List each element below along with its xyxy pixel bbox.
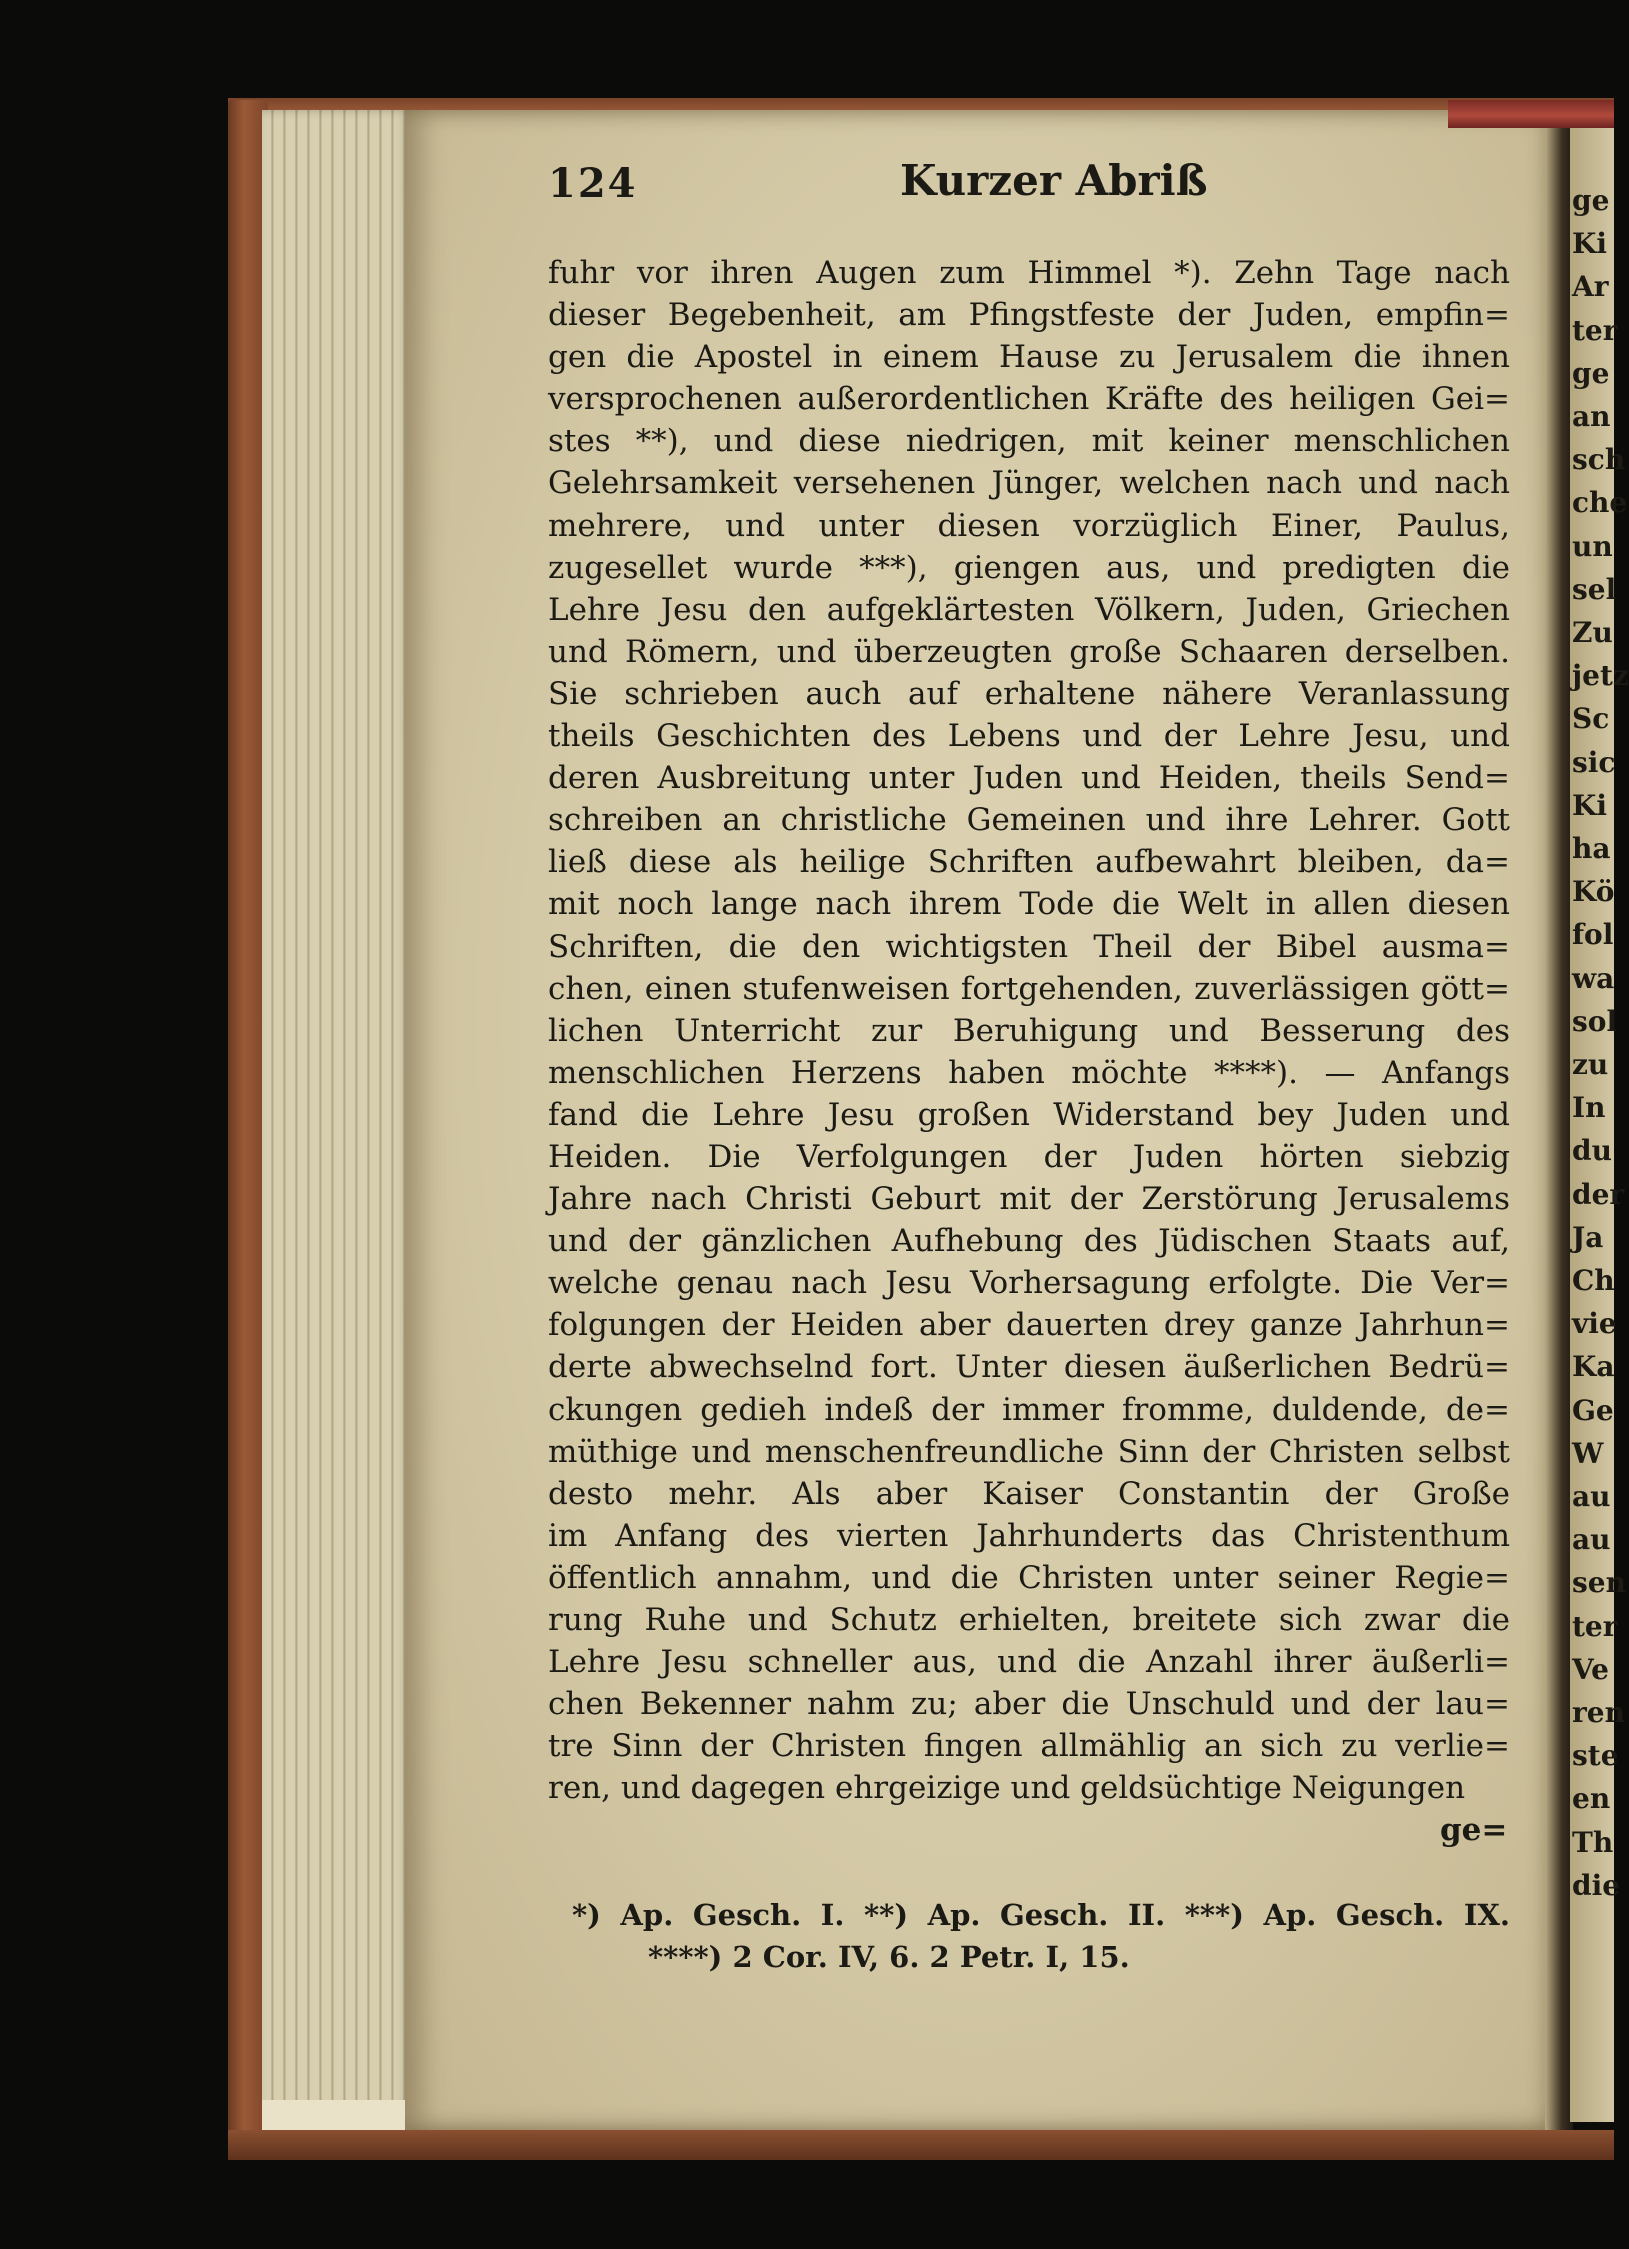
facing-page-fragment: du xyxy=(1572,1134,1612,1168)
facing-page-fragment: ha xyxy=(1572,832,1611,865)
text-line: fuhr vor ihren Augen zum Himmel *). Zehn Tage nach xyxy=(548,255,1510,291)
text-line: chen, einen stufenweisen fortgehenden, zuverlässigen gött= xyxy=(548,970,1510,1007)
facing-page-edge xyxy=(1570,112,1629,2122)
text-line: Lehre Jesu den aufgeklärtesten Völkern, Juden, Griechen xyxy=(548,591,1510,628)
facing-page-fragment: zu xyxy=(1572,1048,1609,1081)
facing-page-fragment: ge xyxy=(1572,356,1610,390)
facing-page-fragment: Ki xyxy=(1572,788,1607,822)
facing-page-fragment: Ch xyxy=(1572,1264,1615,1297)
text-line: Heiden. Die Verfolgungen der Juden hörten siebzig xyxy=(548,1138,1510,1175)
facing-page-fragment: In xyxy=(1572,1091,1606,1125)
text-line: ren, und dagegen ehrgeizige und geldsüchtige Neigungen xyxy=(548,1770,1466,1807)
facing-page-fragment: Th xyxy=(1572,1825,1614,1859)
footnotes xyxy=(572,1894,1510,1978)
text-line: stes **), und diese niedrigen, mit keiner menschlichen xyxy=(548,423,1510,460)
facing-page-fragment: sic xyxy=(1572,745,1616,779)
text-line: Schriften, die den wichtigsten Theil der Bibel ausma= xyxy=(548,928,1510,965)
text-line: im Anfang des vierten Jahrhunderts das Christenthum xyxy=(548,1517,1510,1554)
text-line: schreiben an christliche Gemeinen und ihre Lehrer. Gott xyxy=(548,802,1510,839)
facing-page-fragment: Ve xyxy=(1572,1652,1609,1686)
book-cover-bottom-edge xyxy=(228,2130,1614,2160)
text-line: deren Ausbreitung unter Juden und Heiden, theils Send= xyxy=(548,760,1510,797)
page-number: 124 xyxy=(548,160,638,207)
text-line: fand die Lehre Jesu großen Widerstand bey Juden und xyxy=(548,1096,1510,1133)
text-line: menschlichen Herzens haben möchte ****). — Anfangs xyxy=(548,1054,1510,1091)
footnote-line: *) Ap. Gesch. I. **) Ap. Gesch. II. ***) Ap. Gesch. IX. xyxy=(572,1898,1510,1932)
facing-page-fragment: che xyxy=(1572,486,1628,520)
text-line: lichen Unterricht zur Beruhigung und Besserung des xyxy=(548,1012,1510,1049)
facing-page-fragment: en xyxy=(1572,1782,1611,1816)
ribbon-bookmark xyxy=(1448,100,1614,128)
facing-page-fragment: ren xyxy=(1572,1696,1625,1729)
text-line: Sie schrieben auch auf erhaltene nähere Veranlassung xyxy=(548,675,1510,712)
facing-page-fragment: ge xyxy=(1572,184,1610,217)
book-gutter xyxy=(1545,110,1573,2130)
facing-page-fragment: au xyxy=(1572,1523,1611,1557)
text-line: folgungen der Heiden aber dauerten drey ganze Jahrhun= xyxy=(548,1307,1510,1344)
footnote-line: ****) 2 Cor. IV, 6. 2 Petr. I, 15. xyxy=(648,1940,1130,1974)
facing-page-fragment: Ka xyxy=(1572,1350,1615,1384)
facing-page-fragment: W xyxy=(1572,1436,1604,1470)
facing-page-fragment: un xyxy=(1572,529,1613,563)
facing-page-fragment: vie xyxy=(1572,1307,1617,1341)
text-line: und Römern, und überzeugten große Schaaren derselben. xyxy=(548,633,1510,670)
text-line: mehrere, und unter diesen vorzüglich Einer, Paulus, xyxy=(548,507,1510,544)
text-line: Gelehrsamkeit versehenen Jünger, welchen nach und nach xyxy=(548,465,1510,502)
facing-page-fragment: Sc xyxy=(1572,702,1610,736)
facing-page-fragment: fol xyxy=(1572,918,1614,952)
text-line: theils Geschichten des Lebens und der Lehre Jesu, und xyxy=(548,718,1510,755)
facing-page-fragment: wa xyxy=(1572,961,1615,995)
facing-page-fragment: Ja xyxy=(1572,1220,1604,1254)
text-line: desto mehr. Als aber Kaiser Constantin der Große xyxy=(548,1475,1510,1512)
facing-page-fragment: Zu xyxy=(1572,616,1613,649)
text-line: mit noch lange nach ihrem Tode die Welt in allen diesen xyxy=(548,886,1510,923)
catchword: ge= xyxy=(1440,1812,1508,1848)
facing-page-fragment: jetz xyxy=(1572,659,1629,693)
body-text xyxy=(548,252,1510,1809)
facing-page-fragment: ter xyxy=(1572,313,1618,347)
text-line: Lehre Jesu schneller aus, und die Anzahl ihrer äußerli= xyxy=(548,1644,1510,1681)
text-line: chen Bekenner nahm zu; aber die Unschuld und der lau= xyxy=(548,1686,1510,1723)
text-line: und der gänzlichen Aufhebung des Jüdischen Staats auf, xyxy=(548,1223,1510,1260)
text-line: rung Ruhe und Schutz erhielten, breitete sich zwar die xyxy=(548,1602,1510,1638)
facing-page-fragment: Ki xyxy=(1572,227,1607,261)
text-line: versprochenen außerordentlichen Kräfte des heiligen Gei= xyxy=(548,381,1510,418)
text-line: Jahre nach Christi Geburt mit der Zerstörung Jerusalems xyxy=(548,1181,1510,1218)
facing-page-fragment: an xyxy=(1572,400,1611,433)
text-line: zugesellet wurde ***), giengen aus, und predigten die xyxy=(548,549,1510,586)
facing-page-fragment: der xyxy=(1572,1177,1625,1211)
text-line: gen die Apostel in einem Hause zu Jerusalem die ihnen xyxy=(548,339,1510,376)
text-line: welche genau nach Jesu Vorhersagung erfolgte. Die Ver= xyxy=(548,1265,1510,1302)
facing-page-fragment: ste xyxy=(1572,1739,1619,1773)
facing-page-fragment: sen xyxy=(1572,1566,1626,1600)
stacked-page-edges xyxy=(262,110,412,2140)
running-title: Kurzer Abriß xyxy=(900,156,1208,205)
facing-page-fragment: sch xyxy=(1572,443,1626,477)
facing-page-fragment: Ar xyxy=(1572,270,1609,304)
text-line: müthige und menschenfreundliche Sinn der Christen selbst xyxy=(548,1433,1510,1470)
text-line: öffentlich annahm, und die Christen unter seiner Regie= xyxy=(548,1559,1510,1596)
text-line: tre Sinn der Christen fingen allmählig an sich zu verlie= xyxy=(548,1728,1510,1765)
facing-page-fragment: sol xyxy=(1572,1004,1618,1038)
facing-page-fragment: Ge xyxy=(1572,1393,1614,1427)
facing-page-fragment: ter xyxy=(1572,1609,1618,1643)
facing-page-fragment: sel xyxy=(1572,572,1617,606)
facing-page-fragment: die xyxy=(1572,1868,1621,1902)
text-line: ließ diese als heilige Schriften aufbewahrt bleiben, da= xyxy=(548,844,1510,881)
text-line: ckungen gedieh indeß der immer fromme, duldende, de= xyxy=(548,1391,1510,1428)
facing-page-fragment: Kö xyxy=(1572,875,1615,909)
text-line: dieser Begebenheit, am Pfingstfeste der Juden, empfin= xyxy=(548,297,1510,334)
text-line: derte abwechselnd fort. Unter diesen äußerlichen Bedrü= xyxy=(548,1349,1510,1386)
facing-page-fragment: au xyxy=(1572,1480,1611,1513)
